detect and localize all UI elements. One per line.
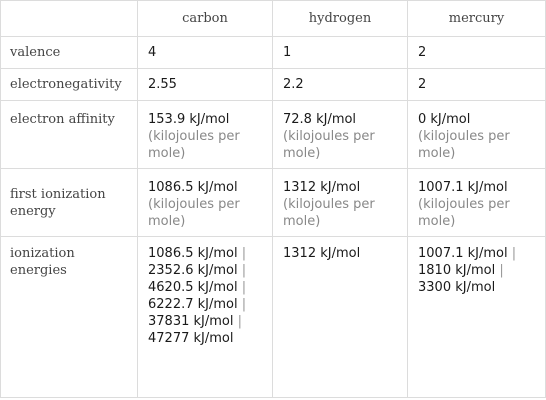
value-item: 1007.1 kJ/mol [418, 246, 508, 261]
value-item: 6222.7 kJ/mol [148, 297, 238, 312]
unit-note: (kilojoules per mole) [283, 129, 375, 161]
table-row [1, 69, 546, 101]
value-text: 1312 kJ/mol [283, 180, 361, 195]
cell-value [273, 237, 408, 398]
value-item: 47277 kJ/mol [148, 331, 234, 346]
cell-value [138, 101, 273, 169]
value-item: 4620.5 kJ/mol [148, 280, 238, 295]
table-row [1, 37, 546, 69]
value-text: 153.9 kJ/mol [148, 112, 230, 127]
cell-value: 2.55 [138, 69, 273, 101]
row-label: first ionization energy [1, 169, 138, 237]
row-label: ionization energies [1, 237, 138, 398]
value-text: 1007.1 kJ/mol [418, 180, 508, 195]
row-label: electron affinity [1, 101, 138, 169]
cell-value [138, 237, 273, 398]
cell-value [408, 169, 546, 237]
list-separator: | [511, 246, 517, 261]
unit-note: (kilojoules per mole) [418, 197, 510, 229]
value-item: 3300 kJ/mol [418, 280, 496, 295]
cell-value: 2 [408, 69, 546, 101]
column-header-hydrogen: hydrogen [273, 1, 408, 37]
table-row [1, 169, 546, 237]
list-separator: | [241, 280, 247, 295]
unit-note: (kilojoules per mole) [148, 197, 240, 229]
list-separator: | [241, 263, 247, 278]
value-item: 1312 kJ/mol [283, 246, 361, 261]
list-separator: | [499, 263, 504, 278]
cell-value [408, 101, 546, 169]
row-label: electronegativity [1, 69, 138, 101]
column-header-carbon: carbon [138, 1, 273, 37]
cell-value [273, 101, 408, 169]
unit-note: (kilojoules per mole) [148, 129, 240, 161]
header-row [1, 1, 546, 37]
value-item: 37831 kJ/mol [148, 314, 234, 329]
cell-value [138, 169, 273, 237]
cell-value: 2 [408, 37, 546, 69]
value-text: 72.8 kJ/mol [283, 112, 357, 127]
list-separator: | [241, 246, 247, 261]
unit-note: (kilojoules per mole) [418, 129, 510, 161]
value-item: 2352.6 kJ/mol [148, 263, 238, 278]
value-text: 1086.5 kJ/mol [148, 180, 238, 195]
value-item: 1086.5 kJ/mol [148, 246, 238, 261]
table-row [1, 101, 546, 169]
list-separator: | [237, 314, 242, 329]
value-text: 0 kJ/mol [418, 112, 471, 127]
cell-value: 4 [138, 37, 273, 69]
cell-value [273, 169, 408, 237]
list-separator: | [241, 297, 247, 312]
cell-value: 1 [273, 37, 408, 69]
column-header-mercury: mercury [408, 1, 546, 37]
unit-note: (kilojoules per mole) [283, 197, 375, 229]
cell-value: 2.2 [273, 69, 408, 101]
cell-value [408, 237, 546, 398]
value-item: 1810 kJ/mol [418, 263, 496, 278]
row-label: valence [1, 37, 138, 69]
table-row [1, 237, 546, 398]
corner-cell [1, 1, 138, 37]
